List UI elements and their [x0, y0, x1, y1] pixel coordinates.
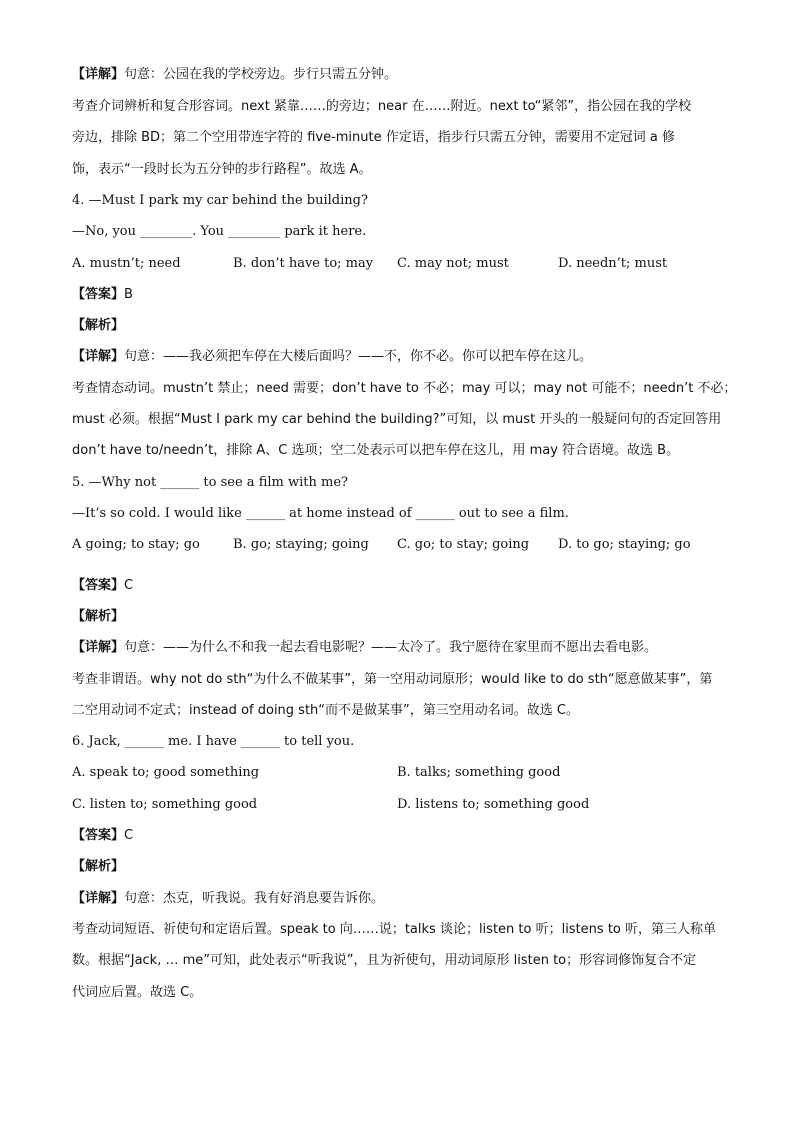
detail-tag: 【详解】	[72, 891, 125, 906]
q6-option-d: D. listens to; something good	[397, 797, 590, 812]
detail-paragraph-q3	[72, 66, 397, 84]
q5-option-c: C. go; to stay; going	[397, 537, 530, 552]
q4-option-d: D. needn’t; must	[558, 256, 668, 271]
q6-option-c: C. listen to; something good	[72, 797, 258, 812]
answer-tag: 【答案】	[72, 578, 125, 593]
analysis-tag: 【解析】	[72, 859, 125, 874]
answer-value: C	[124, 828, 134, 843]
answer-value: C	[124, 578, 134, 593]
question-4-reply: —No, you ________. You ________ park it here.	[72, 224, 367, 239]
question-5-stem: 5. —Why not ______ to see a film with me?	[72, 475, 348, 490]
analysis-line: 代词应后置。故选 C。	[72, 985, 203, 1000]
analysis-line: 饰，表示“一段时长为五分钟的步行路程”。故选 A。	[72, 162, 372, 177]
analysis-line: must 必须。根据“Must I park my car behind the building?”可知，以 must 开头的一般疑问句的否定回答用	[72, 412, 722, 427]
analysis-line: 考查介词辨析和复合形容词。next 紧靠……的旁边；near 在……附近。next to“紧邻”，指公园在我的学校	[72, 99, 692, 114]
detail-text: 句意：公园在我的学校旁边。步行只需五分钟。	[124, 67, 398, 82]
analysis-line: 考查情态动词。mustn’t 禁止；need 需要；don’t have to 不必；may 可以；may not 可能不；needn’t 不必；	[72, 381, 737, 396]
analysis-tag: 【解析】	[72, 609, 125, 624]
detail-text: 句意：——为什么不和我一起去看电影呢？——太冷了。我宁愿待在家里而不愿出去看电影。	[124, 640, 658, 655]
analysis-line: 旁边，排除 BD；第二个空用带连字符的 five-minute 作定语，指步行只需五分钟，需要用不定冠词 a 修	[72, 130, 675, 145]
detail-tag: 【详解】	[72, 349, 125, 364]
analysis-line: 数。根据“Jack, … me”可知，此处表示“听我说”，且为祈使句，用动词原形 listen to；形容词修饰复合不定	[72, 953, 697, 968]
analysis-line: 考查非谓语。why not do sth“为什么不做某事”，第一空用动词原形；would like to do sth“愿意做某事”，第	[72, 672, 713, 687]
q5-option-a: A going; to stay; go	[72, 537, 200, 552]
q4-option-c: C. may not; must	[397, 256, 509, 271]
detail-tag: 【详解】	[72, 67, 125, 82]
question-6-stem: 6. Jack, ______ me. I have ______ to tell you.	[72, 734, 355, 749]
answer-q4	[72, 286, 133, 304]
detail-paragraph-q5	[72, 639, 657, 657]
q5-option-d: D. to go; staying; go	[558, 537, 691, 552]
analysis-line: 考查动词短语、祈使句和定语后置。speak to 向……说；talks 谈论；listen to 听；listens to 听，第三人称单	[72, 922, 717, 937]
answer-value: B	[124, 287, 133, 302]
analysis-line: don’t have to/needn’t，排除 A、C 选项；空二处表示可以把车停在这儿，用 may 符合语境。故选 B。	[72, 443, 680, 458]
detail-tag: 【详解】	[72, 640, 125, 655]
detail-paragraph-q4	[72, 348, 592, 366]
detail-paragraph-q6	[72, 890, 384, 908]
analysis-line: 二空用动词不定式；instead of doing sth“而不是做某事”，第三空用动名词。故选 C。	[72, 703, 579, 718]
q4-option-a: A. mustn’t; need	[72, 256, 181, 271]
answer-q6	[72, 827, 133, 845]
answer-q5	[72, 577, 133, 595]
analysis-tag: 【解析】	[72, 318, 125, 333]
answer-tag: 【答案】	[72, 828, 125, 843]
question-5-reply: —It’s so cold. I would like ______ at home instead of ______ out to see a film.	[72, 506, 569, 521]
detail-text: 句意：——我必须把车停在大楼后面吗？——不，你不必。你可以把车停在这儿。	[124, 349, 593, 364]
question-4-stem: 4. —Must I park my car behind the building?	[72, 193, 368, 208]
detail-text: 句意：杰克，听我说。我有好消息要告诉你。	[124, 891, 385, 906]
q4-option-b: B. don’t have to; may	[233, 256, 374, 271]
answer-tag: 【答案】	[72, 287, 125, 302]
q6-option-a: A. speak to; good something	[72, 765, 260, 780]
q6-option-b: B. talks; something good	[397, 765, 561, 780]
q5-option-b: B. go; staying; going	[233, 537, 369, 552]
